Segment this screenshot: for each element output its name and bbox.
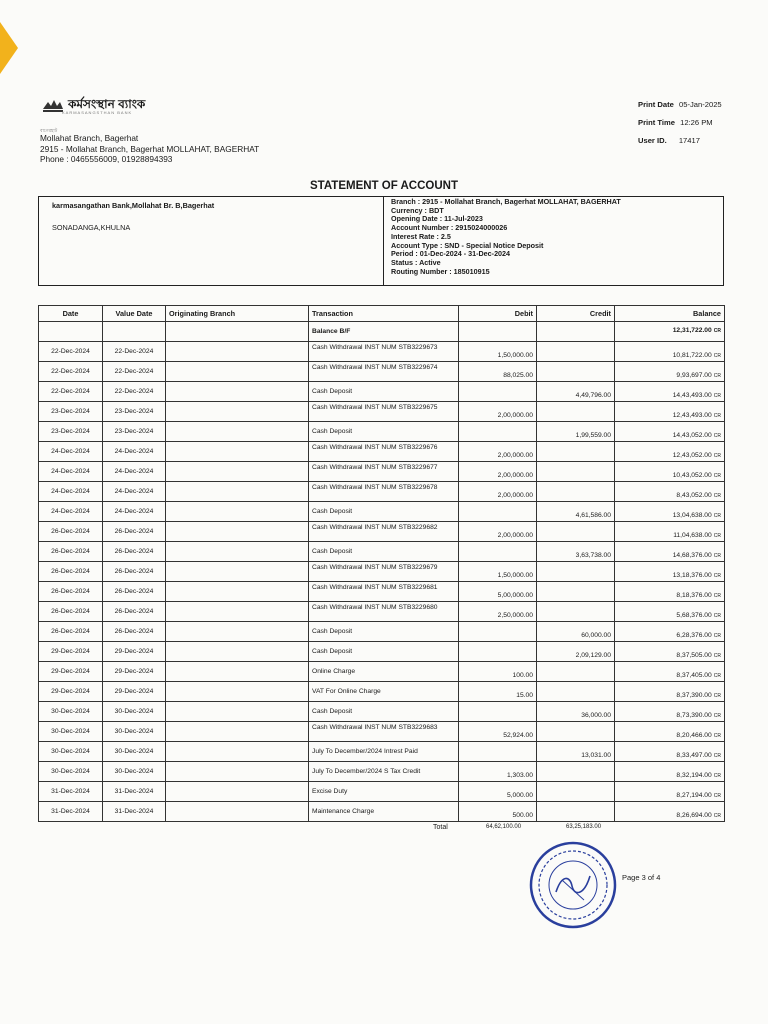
row-credit xyxy=(537,482,615,502)
row-value-date: 24-Dec-2024 xyxy=(103,502,166,522)
account-details xyxy=(391,198,621,276)
row-balance-cr: CR xyxy=(713,673,721,679)
account-routing: Routing Number : 185010915 xyxy=(391,266,490,276)
header-transaction: Transaction xyxy=(309,306,459,322)
row-balance-value: 9,93,697.00 xyxy=(676,372,712,379)
row-credit: 13,031.00 xyxy=(537,742,615,762)
user-id-row xyxy=(638,136,722,154)
bf-credit xyxy=(537,322,615,342)
row-balance-cr: CR xyxy=(713,573,721,579)
row-debit xyxy=(459,502,537,522)
row-transaction: Cash Deposit xyxy=(309,542,459,562)
row-balance xyxy=(615,462,725,482)
row-balance xyxy=(615,442,725,462)
row-debit xyxy=(459,702,537,722)
print-date-row xyxy=(638,100,722,118)
branch-phone: Phone : 0465556009, 01928894393 xyxy=(40,154,173,164)
bf-debit xyxy=(459,322,537,342)
row-transaction: Cash Withdrawal INST NUM STB3229676 xyxy=(309,442,459,462)
account-currency: Currency : BDT xyxy=(391,205,444,215)
row-date: 22-Dec-2024 xyxy=(39,382,103,402)
table-row xyxy=(39,682,725,702)
row-originating-branch xyxy=(166,702,309,722)
account-interest-rate: Interest Rate : 2.5 xyxy=(391,231,451,241)
table-header-row xyxy=(39,306,725,322)
row-debit: 52,924.00 xyxy=(459,722,537,742)
row-transaction: July To December/2024 Intrest Paid xyxy=(309,742,459,762)
row-debit: 5,000.00 xyxy=(459,782,537,802)
row-date: 24-Dec-2024 xyxy=(39,442,103,462)
row-balance-value: 8,27,194.00 xyxy=(676,792,712,799)
transactions-table xyxy=(38,305,725,822)
row-balance-value: 8,43,052.00 xyxy=(676,492,712,499)
row-originating-branch xyxy=(166,342,309,362)
row-balance xyxy=(615,702,725,722)
row-debit: 100.00 xyxy=(459,662,537,682)
row-debit: 2,00,000.00 xyxy=(459,482,537,502)
bf-date xyxy=(39,322,103,342)
row-debit xyxy=(459,742,537,762)
row-balance-value: 14,68,376.00 xyxy=(672,552,712,559)
table-row xyxy=(39,602,725,622)
row-credit xyxy=(537,762,615,782)
row-value-date: 29-Dec-2024 xyxy=(103,642,166,662)
row-date: 31-Dec-2024 xyxy=(39,782,103,802)
row-originating-branch xyxy=(166,562,309,582)
row-balance-value: 8,73,390.00 xyxy=(676,712,712,719)
row-value-date: 29-Dec-2024 xyxy=(103,662,166,682)
table-row xyxy=(39,762,725,782)
row-balance xyxy=(615,582,725,602)
row-balance-cr: CR xyxy=(713,553,721,559)
row-originating-branch xyxy=(166,362,309,382)
bank-seal-stamp xyxy=(528,840,618,930)
table-row xyxy=(39,702,725,722)
row-originating-branch xyxy=(166,762,309,782)
table-row xyxy=(39,422,725,442)
user-id-value: 17417 xyxy=(678,136,700,145)
row-balance-value: 10,81,722.00 xyxy=(672,352,712,359)
row-transaction: July To December/2024 S Tax Credit xyxy=(309,762,459,782)
table-row xyxy=(39,802,725,822)
row-originating-branch xyxy=(166,802,309,822)
table-row xyxy=(39,782,725,802)
row-value-date: 31-Dec-2024 xyxy=(103,802,166,822)
row-transaction: Cash Withdrawal INST NUM STB3229680 xyxy=(309,602,459,622)
row-balance xyxy=(615,422,725,442)
branch-name: Mollahat Branch, Bagerhat xyxy=(40,133,139,143)
row-balance-cr: CR xyxy=(713,473,721,479)
header-date: Date xyxy=(39,306,103,322)
row-debit xyxy=(459,422,537,442)
table-row xyxy=(39,642,725,662)
row-credit xyxy=(537,442,615,462)
row-value-date: 24-Dec-2024 xyxy=(103,462,166,482)
header-originating-branch: Originating Branch xyxy=(166,306,309,322)
print-info xyxy=(638,100,722,154)
header-debit: Debit xyxy=(459,306,537,322)
row-balance xyxy=(615,362,725,382)
row-balance-value: 13,18,376.00 xyxy=(672,572,712,579)
row-balance-cr: CR xyxy=(713,733,721,739)
table-row xyxy=(39,342,725,362)
table-row xyxy=(39,502,725,522)
table-row xyxy=(39,722,725,742)
row-date: 23-Dec-2024 xyxy=(39,402,103,422)
row-originating-branch xyxy=(166,462,309,482)
row-originating-branch xyxy=(166,402,309,422)
header-value-date: Value Date xyxy=(103,306,166,322)
row-debit xyxy=(459,642,537,662)
row-date: 23-Dec-2024 xyxy=(39,422,103,442)
row-originating-branch xyxy=(166,522,309,542)
row-credit: 4,49,796.00 xyxy=(537,382,615,402)
row-debit: 88,025.00 xyxy=(459,362,537,382)
table-row xyxy=(39,522,725,542)
row-balance xyxy=(615,342,725,362)
row-credit xyxy=(537,462,615,482)
bf-branch xyxy=(166,322,309,342)
bf-balance xyxy=(615,322,725,342)
account-status: Status : Active xyxy=(391,257,441,267)
row-balance xyxy=(615,602,725,622)
row-balance-cr: CR xyxy=(713,713,721,719)
row-transaction: Cash Deposit xyxy=(309,502,459,522)
row-balance-cr: CR xyxy=(713,593,721,599)
row-debit: 1,50,000.00 xyxy=(459,342,537,362)
row-transaction: Cash Withdrawal INST NUM STB3229678 xyxy=(309,482,459,502)
bank-logo xyxy=(42,96,145,116)
print-date-value: 05-Jan-2025 xyxy=(679,100,722,109)
row-balance-cr: CR xyxy=(713,773,721,779)
row-credit xyxy=(537,582,615,602)
row-debit xyxy=(459,622,537,642)
row-credit xyxy=(537,802,615,822)
row-originating-branch xyxy=(166,782,309,802)
row-transaction: Cash Deposit xyxy=(309,382,459,402)
row-date: 24-Dec-2024 xyxy=(39,462,103,482)
row-originating-branch xyxy=(166,502,309,522)
row-transaction: Cash Deposit xyxy=(309,642,459,662)
row-debit: 5,00,000.00 xyxy=(459,582,537,602)
table-row xyxy=(39,442,725,462)
row-debit: 1,303.00 xyxy=(459,762,537,782)
row-credit xyxy=(537,682,615,702)
row-balance-value: 8,37,405.00 xyxy=(676,672,712,679)
row-date: 24-Dec-2024 xyxy=(39,482,103,502)
row-balance-cr: CR xyxy=(713,413,721,419)
total-label: Total xyxy=(433,824,448,831)
header-balance: Balance xyxy=(615,306,725,322)
row-value-date: 26-Dec-2024 xyxy=(103,542,166,562)
row-value-date: 24-Dec-2024 xyxy=(103,482,166,502)
row-value-date: 23-Dec-2024 xyxy=(103,422,166,442)
row-debit: 2,00,000.00 xyxy=(459,442,537,462)
row-balance-value: 8,26,694.00 xyxy=(676,812,712,819)
row-value-date: 22-Dec-2024 xyxy=(103,382,166,402)
row-date: 30-Dec-2024 xyxy=(39,702,103,722)
row-balance xyxy=(615,742,725,762)
bank-logo-subtext: KARMASANGSTHAN BANK xyxy=(62,110,133,115)
row-balance-cr: CR xyxy=(713,633,721,639)
row-balance-value: 10,43,052.00 xyxy=(672,472,712,479)
row-credit xyxy=(537,722,615,742)
row-date: 22-Dec-2024 xyxy=(39,362,103,382)
table-row xyxy=(39,462,725,482)
row-originating-branch xyxy=(166,722,309,742)
row-balance xyxy=(615,762,725,782)
row-credit xyxy=(537,342,615,362)
table-row xyxy=(39,622,725,642)
bank-logo-text: কর্মসংস্থান ব্যাংক xyxy=(68,97,146,111)
row-value-date: 26-Dec-2024 xyxy=(103,602,166,622)
row-balance-value: 8,37,390.00 xyxy=(676,692,712,699)
row-balance-value: 12,43,052.00 xyxy=(672,452,712,459)
row-balance-value: 8,33,497.00 xyxy=(676,752,712,759)
row-credit xyxy=(537,782,615,802)
account-period: Period : 01-Dec-2024 - 31-Dec-2024 xyxy=(391,249,511,259)
row-balance-cr: CR xyxy=(713,493,721,499)
print-time-value: 12:26 PM xyxy=(680,118,713,127)
table-row xyxy=(39,582,725,602)
row-transaction: Cash Withdrawal INST NUM STB3229679 xyxy=(309,562,459,582)
row-balance-cr: CR xyxy=(713,813,721,819)
header-credit: Credit xyxy=(537,306,615,322)
row-transaction: Online Charge xyxy=(309,662,459,682)
row-balance xyxy=(615,562,725,582)
row-transaction: Cash Deposit xyxy=(309,422,459,442)
row-balance xyxy=(615,522,725,542)
row-balance xyxy=(615,382,725,402)
row-credit xyxy=(537,522,615,542)
row-originating-branch xyxy=(166,542,309,562)
row-originating-branch xyxy=(166,442,309,462)
account-branch: Branch : 2915 - Mollahat Branch, Bagerhat MOLLAHAT, BAGERHAT xyxy=(391,197,621,206)
row-debit: 2,00,000.00 xyxy=(459,402,537,422)
row-originating-branch xyxy=(166,622,309,642)
row-balance xyxy=(615,482,725,502)
bf-balance-cr: CR xyxy=(713,328,721,334)
row-originating-branch xyxy=(166,682,309,702)
row-debit xyxy=(459,542,537,562)
table-row xyxy=(39,362,725,382)
page-number: Page 3 of 4 xyxy=(622,873,661,882)
row-balance-cr: CR xyxy=(713,433,721,439)
row-date: 30-Dec-2024 xyxy=(39,722,103,742)
account-number: Account Number : 2915024000026 xyxy=(391,223,508,233)
row-balance-cr: CR xyxy=(713,513,721,519)
row-balance-cr: CR xyxy=(713,373,721,379)
row-credit: 3,63,738.00 xyxy=(537,542,615,562)
row-transaction: Cash Withdrawal INST NUM STB3229674 xyxy=(309,362,459,382)
row-transaction: Cash Withdrawal INST NUM STB3229681 xyxy=(309,582,459,602)
row-date: 26-Dec-2024 xyxy=(39,542,103,562)
row-balance-cr: CR xyxy=(713,653,721,659)
table-row xyxy=(39,402,725,422)
branch-info xyxy=(40,128,259,165)
row-originating-branch xyxy=(166,662,309,682)
balance-bf-row xyxy=(39,322,725,342)
row-value-date: 26-Dec-2024 xyxy=(103,622,166,642)
row-value-date: 26-Dec-2024 xyxy=(103,562,166,582)
row-value-date: 26-Dec-2024 xyxy=(103,522,166,542)
row-value-date: 30-Dec-2024 xyxy=(103,742,166,762)
row-balance-value: 14,43,052.00 xyxy=(672,432,712,439)
holder-line-2: SONADANGA,KHULNA xyxy=(52,223,131,232)
print-date-label: Print Date xyxy=(638,100,674,109)
row-value-date: 31-Dec-2024 xyxy=(103,782,166,802)
row-credit: 36,000.00 xyxy=(537,702,615,722)
row-originating-branch xyxy=(166,422,309,442)
row-date: 29-Dec-2024 xyxy=(39,662,103,682)
row-originating-branch xyxy=(166,582,309,602)
row-transaction: Excise Duty xyxy=(309,782,459,802)
row-balance xyxy=(615,802,725,822)
table-row xyxy=(39,482,725,502)
row-balance-cr: CR xyxy=(713,753,721,759)
row-date: 22-Dec-2024 xyxy=(39,342,103,362)
row-originating-branch xyxy=(166,382,309,402)
row-value-date: 26-Dec-2024 xyxy=(103,582,166,602)
row-balance-value: 14,43,493.00 xyxy=(672,392,712,399)
row-balance xyxy=(615,722,725,742)
row-value-date: 23-Dec-2024 xyxy=(103,402,166,422)
bf-balance-value: 12,31,722.00 xyxy=(672,327,712,334)
row-credit: 2,09,129.00 xyxy=(537,642,615,662)
row-date: 26-Dec-2024 xyxy=(39,562,103,582)
holder-line-1: karmasangathan Bank,Mollahat Br. B,Bagerhat xyxy=(52,201,215,210)
row-date: 31-Dec-2024 xyxy=(39,802,103,822)
row-balance xyxy=(615,622,725,642)
row-balance-value: 13,04,638.00 xyxy=(672,512,712,519)
account-opening-date: Opening Date : 11-Jul-2023 xyxy=(391,214,483,224)
row-debit: 500.00 xyxy=(459,802,537,822)
row-balance xyxy=(615,682,725,702)
row-debit: 1,50,000.00 xyxy=(459,562,537,582)
row-debit: 2,00,000.00 xyxy=(459,522,537,542)
row-credit xyxy=(537,402,615,422)
bank-emblem-icon xyxy=(42,99,64,113)
row-balance xyxy=(615,642,725,662)
row-date: 26-Dec-2024 xyxy=(39,602,103,622)
row-transaction: Cash Withdrawal INST NUM STB3229682 xyxy=(309,522,459,542)
row-value-date: 30-Dec-2024 xyxy=(103,702,166,722)
table-row xyxy=(39,562,725,582)
row-credit: 4,61,586.00 xyxy=(537,502,615,522)
print-time-label: Print Time xyxy=(638,118,675,127)
row-credit xyxy=(537,662,615,682)
row-balance xyxy=(615,402,725,422)
info-divider xyxy=(383,197,384,285)
row-balance-cr: CR xyxy=(713,353,721,359)
row-originating-branch xyxy=(166,482,309,502)
row-balance-value: 8,37,505.00 xyxy=(676,652,712,659)
row-balance-cr: CR xyxy=(713,453,721,459)
row-transaction: VAT For Online Charge xyxy=(309,682,459,702)
table-row xyxy=(39,382,725,402)
row-transaction: Cash Withdrawal INST NUM STB3229677 xyxy=(309,462,459,482)
table-row xyxy=(39,742,725,762)
row-value-date: 22-Dec-2024 xyxy=(103,362,166,382)
row-value-date: 22-Dec-2024 xyxy=(103,342,166,362)
row-credit xyxy=(537,362,615,382)
row-balance-value: 11,04,638.00 xyxy=(673,532,712,539)
row-balance-value: 12,43,493.00 xyxy=(672,412,712,419)
total-debit: 64,62,100.00 xyxy=(486,824,522,830)
row-value-date: 29-Dec-2024 xyxy=(103,682,166,702)
row-debit: 15.00 xyxy=(459,682,537,702)
row-transaction: Maintenance Charge xyxy=(309,802,459,822)
row-balance xyxy=(615,782,725,802)
row-balance-value: 8,20,466.00 xyxy=(676,732,712,739)
corner-tab xyxy=(0,22,18,74)
row-balance xyxy=(615,502,725,522)
account-info-box xyxy=(38,196,724,286)
row-transaction: Cash Deposit xyxy=(309,702,459,722)
row-debit: 2,50,000.00 xyxy=(459,602,537,622)
row-balance xyxy=(615,662,725,682)
row-date: 26-Dec-2024 xyxy=(39,522,103,542)
row-balance-cr: CR xyxy=(713,693,721,699)
row-date: 29-Dec-2024 xyxy=(39,642,103,662)
row-date: 29-Dec-2024 xyxy=(39,682,103,702)
row-transaction: Cash Deposit xyxy=(309,622,459,642)
bf-label: Balance B/F xyxy=(309,322,459,342)
table-row xyxy=(39,542,725,562)
print-time-row xyxy=(638,118,722,136)
row-transaction: Cash Withdrawal INST NUM STB3229675 xyxy=(309,402,459,422)
row-value-date: 30-Dec-2024 xyxy=(103,722,166,742)
row-originating-branch xyxy=(166,602,309,622)
total-credit: 63,25,183.00 xyxy=(566,824,602,830)
bf-value-date xyxy=(103,322,166,342)
row-transaction: Cash Withdrawal INST NUM STB3229683 xyxy=(309,722,459,742)
row-balance-value: 5,68,376.00 xyxy=(676,612,712,619)
row-date: 26-Dec-2024 xyxy=(39,622,103,642)
row-balance-cr: CR xyxy=(713,533,721,539)
row-balance-cr: CR xyxy=(713,393,721,399)
account-type: Account Type : SND - Special Notice Deposit xyxy=(391,240,544,250)
row-balance-value: 8,32,194.00 xyxy=(676,772,712,779)
row-originating-branch xyxy=(166,742,309,762)
row-transaction: Cash Withdrawal INST NUM STB3229673 xyxy=(309,342,459,362)
row-balance-cr: CR xyxy=(713,613,721,619)
row-date: 30-Dec-2024 xyxy=(39,742,103,762)
row-balance-value: 8,18,376.00 xyxy=(676,592,712,599)
row-credit xyxy=(537,562,615,582)
row-credit: 60,000.00 xyxy=(537,622,615,642)
row-debit: 2,00,000.00 xyxy=(459,462,537,482)
row-value-date: 30-Dec-2024 xyxy=(103,762,166,782)
user-id-label: User ID. xyxy=(638,136,667,145)
row-credit: 1,99,559.00 xyxy=(537,422,615,442)
branch-tiny-line: বাগেরহাট xyxy=(40,128,58,133)
branch-address: 2915 - Mollahat Branch, Bagerhat MOLLAHAT, BAGERHAT xyxy=(40,143,260,154)
row-date: 30-Dec-2024 xyxy=(39,762,103,782)
row-balance xyxy=(615,542,725,562)
row-balance-cr: CR xyxy=(713,793,721,799)
table-row xyxy=(39,662,725,682)
row-date: 26-Dec-2024 xyxy=(39,582,103,602)
row-credit xyxy=(537,602,615,622)
row-originating-branch xyxy=(166,642,309,662)
statement-title: STATEMENT OF ACCOUNT xyxy=(310,180,458,192)
row-debit xyxy=(459,382,537,402)
row-balance-value: 6,28,376.00 xyxy=(676,632,712,639)
row-value-date: 24-Dec-2024 xyxy=(103,442,166,462)
row-date: 24-Dec-2024 xyxy=(39,502,103,522)
